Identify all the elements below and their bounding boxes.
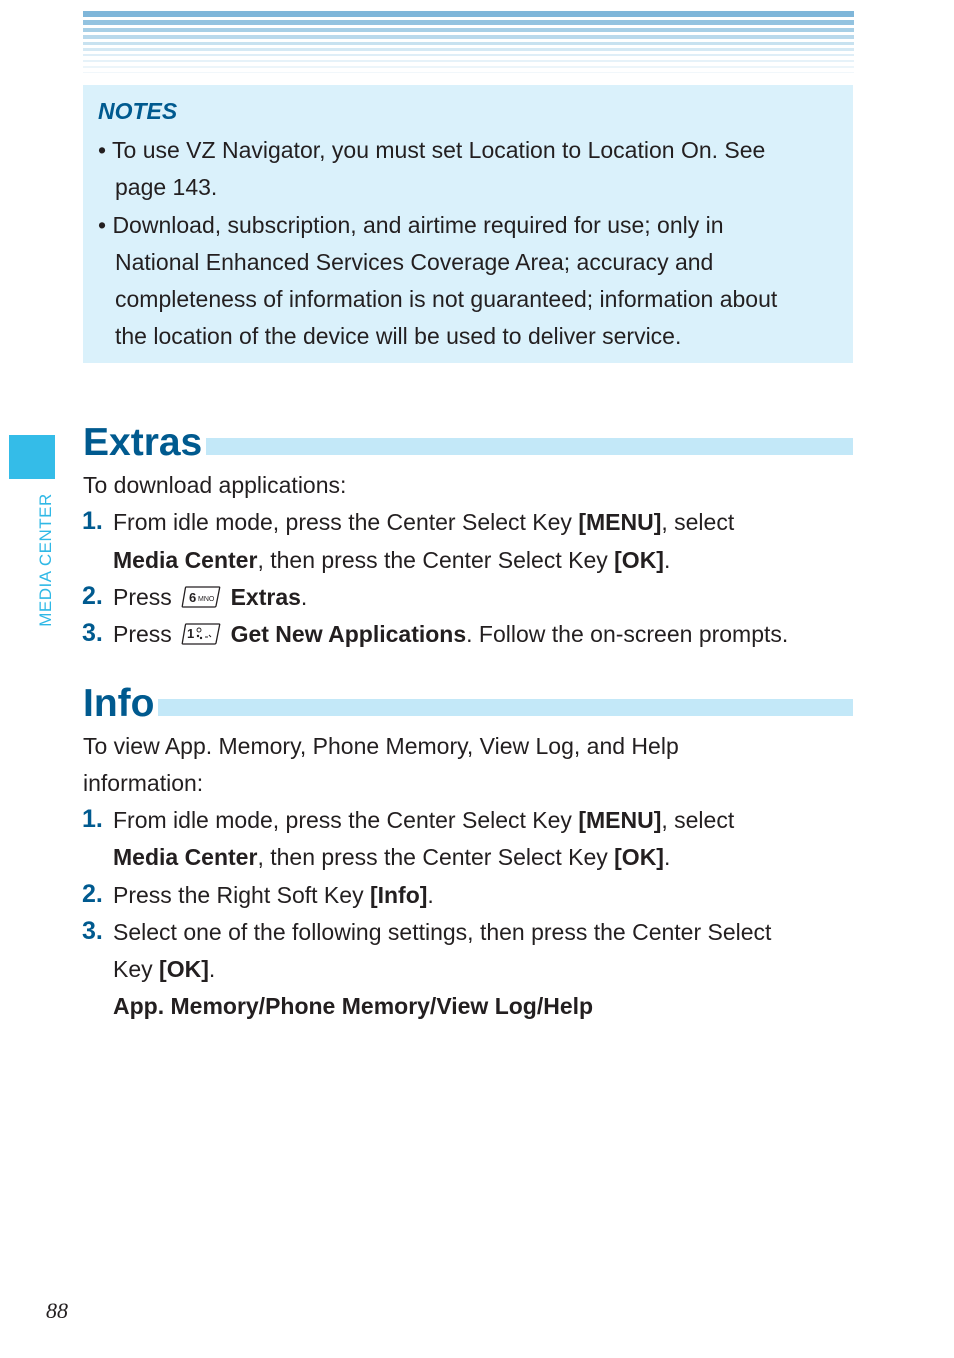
page-number: 88 bbox=[46, 1298, 68, 1323]
info-intro-line-1: To view App. Memory, Phone Memory, View Log, and Help bbox=[83, 733, 679, 759]
extras-heading: Extras bbox=[83, 421, 206, 465]
side-tab-label: MEDIA CENTER bbox=[36, 493, 55, 627]
svg-text:6: 6 bbox=[189, 589, 197, 605]
extras-step-2-number: 2. bbox=[82, 582, 103, 610]
extras-step-3-number: 3. bbox=[82, 619, 103, 647]
notes-title: NOTES bbox=[98, 98, 178, 124]
info-step-1-number: 1. bbox=[82, 805, 103, 833]
key-1-voicemail-icon bbox=[181, 623, 221, 645]
note-bullet-2-line-4: the location of the device will be used to deliver service. bbox=[115, 323, 682, 349]
svg-text:MNO: MNO bbox=[198, 595, 215, 603]
extras-intro: To download applications: bbox=[83, 472, 347, 498]
extras-step-3: Press 1 Get New Applications. Follow the on-screen prompts. bbox=[113, 621, 789, 647]
info-step-3-line-2: Key [OK]. bbox=[113, 956, 216, 982]
info-step-2: Press the Right Soft Key [Info]. bbox=[113, 882, 434, 908]
info-step-3-number: 3. bbox=[82, 917, 103, 945]
svg-text:1: 1 bbox=[187, 625, 195, 641]
note-bullet-2-line-1: • Download, subscription, and airtime required for use; only in bbox=[98, 212, 724, 238]
note-bullet-1-line-2: page 143. bbox=[115, 174, 218, 200]
note-bullet-1-line-1: • To use VZ Navigator, you must set Location to Location On. See bbox=[98, 137, 766, 163]
extras-step-1-number: 1. bbox=[82, 507, 103, 535]
info-step-2-number: 2. bbox=[82, 880, 103, 908]
info-heading-bar bbox=[83, 699, 853, 716]
key-6-icon bbox=[181, 586, 221, 608]
info-step-1-line-2: Media Center, then press the Center Select Key [OK]. bbox=[113, 844, 671, 870]
extras-step-2: Press 6 MNO Extras. bbox=[113, 584, 308, 610]
header-stripes bbox=[83, 11, 854, 77]
info-step-3-line-1: Select one of the following settings, then press the Center Select bbox=[113, 919, 772, 945]
extras-step-1-line-2: Media Center, then press the Center Select Key [OK]. bbox=[113, 547, 671, 573]
extras-step-1-line-1: From idle mode, press the Center Select Key [MENU], select bbox=[113, 509, 735, 535]
info-heading: Info bbox=[83, 682, 158, 726]
side-tab-marker bbox=[9, 435, 55, 479]
note-bullet-2-line-2: National Enhanced Services Coverage Area; accuracy and bbox=[115, 249, 714, 275]
info-step-1-line-1: From idle mode, press the Center Select Key [MENU], select bbox=[113, 807, 735, 833]
note-bullet-2-line-3: completeness of information is not guaranteed; information about bbox=[115, 286, 778, 312]
info-intro-line-2: information: bbox=[83, 770, 204, 796]
info-options: App. Memory/Phone Memory/View Log/Help bbox=[113, 993, 594, 1019]
